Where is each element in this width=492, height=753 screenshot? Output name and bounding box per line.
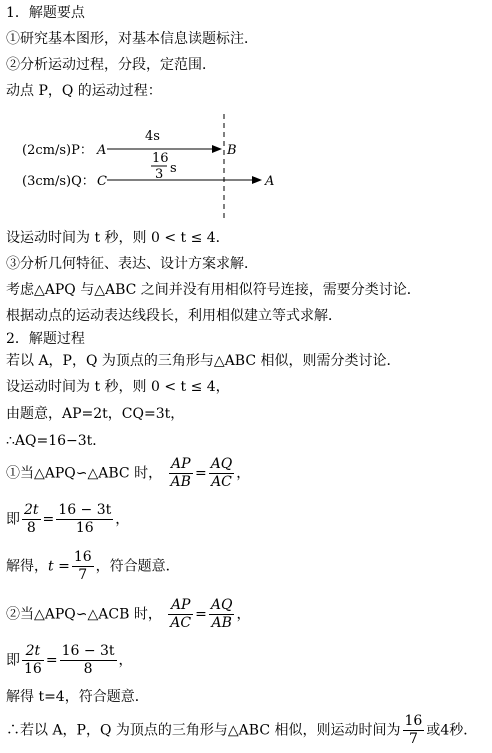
motion-diagram	[0, 110, 492, 220]
case2-prefix: ②当△APQ∽△ACB 时，	[6, 606, 162, 623]
point-1: ①研究基本图形，对基本信息读题标注．	[6, 31, 258, 47]
case2-fraction-16-3t-8: $\frac{16 - 3t}{8}$	[61, 643, 115, 677]
conclusion-fraction: $\frac{16}{7}$	[404, 713, 423, 747]
case2-fraction-aq-ab: $\frac{AQ}{AB}$	[210, 597, 233, 631]
case1-fraction-ap-ab: $\frac{AP}{AB}$	[170, 456, 191, 490]
case2-equation: 即 $\frac{2t}{16}$ = $\frac{16 - 3t}{8}$ ，	[6, 643, 133, 677]
q-time-unit: s	[170, 161, 177, 176]
case1-prefix: ①当△APQ∽△ABC 时，	[6, 465, 163, 482]
case1-solution-fraction: $\frac{16}{7}$	[73, 549, 92, 583]
case1-equation: 即 $\frac{2t}{8}$ = $\frac{16 - 3t}{16}$ ，	[6, 502, 130, 536]
conclusion: ∴若以 A，P，Q 为顶点的三角形与△ABC 相似，则运动时间为 $\frac{16}{7}$ 或4秒．	[6, 713, 478, 747]
case1-fraction-2t-8: $\frac{2t}{8}$	[24, 502, 39, 536]
case1-fraction-aq-ac: $\frac{AQ}{AC}$	[210, 456, 233, 490]
motion-intro: 动点 P，Q 的运动过程：	[6, 83, 162, 99]
q-time-numerator: 16	[152, 151, 169, 166]
q-start-label: C	[97, 174, 107, 189]
time-range-2: 设运动时间为 t 秒，则 0 < t ≤ 4，	[6, 379, 230, 395]
p-end-label: B	[227, 143, 237, 158]
p-time-label: 4s	[145, 129, 160, 144]
point-3: ③分析几何特征、表达、设计方案求解．	[6, 256, 258, 272]
strategy-note: 根据动点的运动表达线段长，利用相似建立等式求解．	[6, 308, 342, 324]
section1-title: 1．解题要点	[6, 5, 85, 21]
p-speed-label: (2cm/s)P：	[22, 143, 93, 158]
q-speed-label: (3cm/s)Q：	[22, 174, 95, 189]
case2-solution: 解得 t=4，符合题意．	[6, 689, 149, 705]
aq-expression: ∴AQ=16−3t．	[6, 433, 107, 449]
q-time-denominator: 3	[155, 167, 164, 182]
q-end-label: A	[265, 174, 275, 189]
case1-solution: 解得，t = $\frac{16}{7}$ ，符合题意．	[6, 549, 180, 583]
case1-fraction-16-3t-16: $\frac{16 - 3t}{16}$	[58, 502, 112, 536]
section2-title: 2．解题过程	[6, 331, 85, 347]
case2-condition: ②当△APQ∽△ACB 时， $\frac{AP}{AC}$ = $\frac{AQ}{AB}$ ，	[6, 597, 251, 631]
classification-note: 考虑△APQ 与△ABC 之间并没有用相似符号连接，需要分类讨论．	[6, 282, 421, 298]
point-2: ②分析运动过程，分段，定范围．	[6, 57, 216, 73]
case2-fraction-2t-16: $\frac{2t}{16}$	[24, 643, 42, 677]
case1-condition: ①当△APQ∽△ABC 时， $\frac{AP}{AB}$ = $\frac{AQ}{AC}$ ，	[6, 456, 251, 490]
time-range: 设运动时间为 t 秒，则 0 < t ≤ 4．	[6, 230, 230, 246]
p-arrow-head	[212, 145, 222, 153]
case2-fraction-ap-ac: $\frac{AP}{AC}$	[170, 597, 192, 631]
p-start-label: A	[97, 143, 107, 158]
q-arrow-head	[252, 176, 262, 184]
segment-lengths: 由题意，AP=2t，CQ=3t，	[6, 406, 185, 422]
similarity-condition: 若以 A，P，Q 为顶点的三角形与△ABC 相似，则需分类讨论．	[6, 353, 401, 369]
